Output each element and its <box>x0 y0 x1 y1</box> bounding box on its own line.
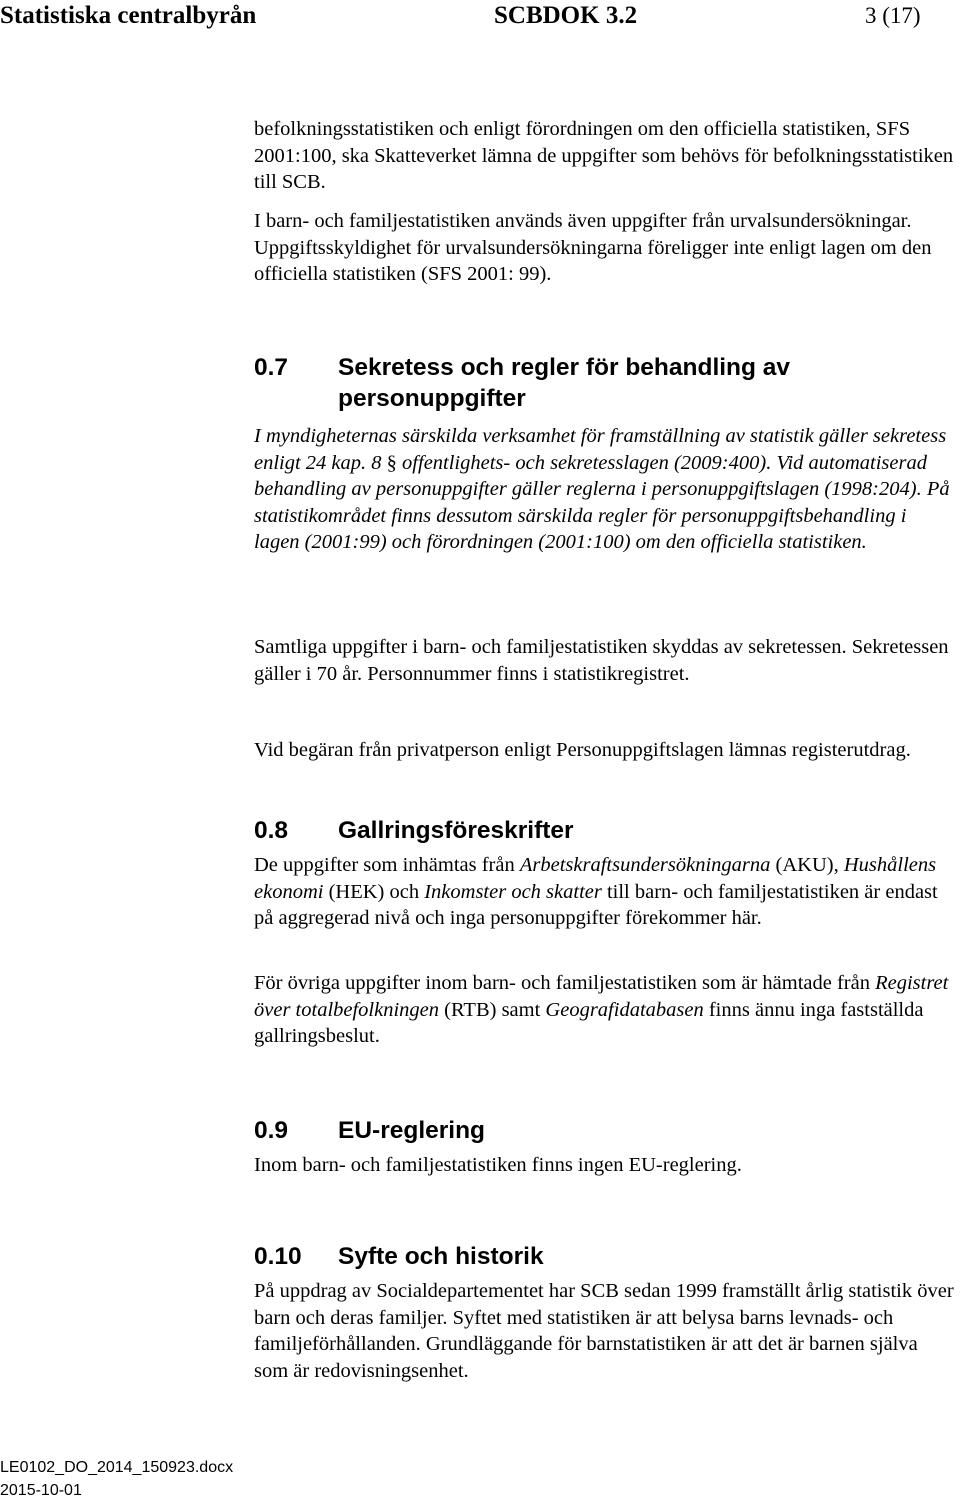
section-0-8-paragraph-2 <box>254 970 954 1050</box>
section-sign: § <box>386 451 397 474</box>
section-0-8-paragraph-1 <box>254 852 954 932</box>
survey-name: Arbetskraftsundersökningarna <box>519 854 771 876</box>
section-title: EU-reglering <box>338 1117 486 1144</box>
section-title: Syfte och historik <box>338 1243 544 1270</box>
footer-filename: LE0102_DO_2014_150923.docx <box>0 1459 234 1476</box>
paragraph-text: till barn- och familjestatistiken är endast på aggregerad nivå och inga personuppgifter förekommer här. <box>254 880 938 929</box>
intro-paragraph-2: I barn- och familjestatistiken används även uppgifter från urvalsundersökningar. Uppgiftsskyldighet för urvalsundersökningarna föreligger inte enligt lagen om den officiella statistiken (SFS 2001: 99). <box>254 210 932 285</box>
intro-paragraph-1: befolkningsstatistiken och enligt förordningen om den officiella statistiken, SFS 2001:100, ska Skatteverket lämna de uppgifter som behövs för befolkningsstatistiken till SCB. <box>254 118 954 193</box>
paragraph-text: De uppgifter som inhämtas från <box>254 854 520 876</box>
section-0-9-heading <box>254 1115 954 1146</box>
register-name: Registret över totalbefolkningen <box>254 972 949 1021</box>
section-number: 0.8 <box>254 817 289 844</box>
section-number: 0.9 <box>254 1117 289 1144</box>
paragraph-text: För övriga uppgifter inom barn- och familjestatistiken som är hämtade från <box>254 972 876 994</box>
section-0-7-heading <box>254 352 954 414</box>
section-title-continued: personuppgifter <box>338 385 526 412</box>
survey-name: Hushållens ekonomi <box>254 854 937 903</box>
section-0-10-heading <box>254 1241 954 1272</box>
section-title: Gallringsföreskrifter <box>338 817 574 844</box>
section-0-9-paragraph-1: Inom barn- och familjestatistiken finns ingen EU-reglering. <box>254 1154 742 1176</box>
section-number: 0.10 <box>254 1243 302 1270</box>
page-header <box>0 0 960 40</box>
agency-name: Statistiska centralbyrån <box>0 2 257 29</box>
paragraph-text: offentlighets- och sekretesslagen (2009:400). Vid automatiserad behandling av personuppgifter gäller reglerna i personuppgiftslagen (1998:204). På statistikområdet finns dessutom särskilda regler för personuppgiftsbehandling i lagen (2001:99) och förordningen (2001:100) om den officiella statistiken. <box>254 451 950 553</box>
section-0-7-paragraph-2: Samtliga uppgifter i barn- och familjestatistiken skyddas av sekretessen. Sekretessen gäller i 70 år. Personnummer finns i statistikregistret. <box>254 636 949 685</box>
register-name: Geografidatabasen <box>545 998 704 1021</box>
paragraph-text: I myndigheternas särskilda verksamhet för framställning av statistik gäller sekretess enligt 24 kap. 8 <box>254 425 947 474</box>
section-0-10-paragraph-1: På uppdrag av Socialdepartementet har SCB sedan 1999 framställt årlig statistik över barn och deras familjer. Syftet med statistiken är att belysa barns levnads- och familjeförhållanden. Grundläggande för barnstatistiken är att det är barnen själva som är redovisningsenhet. <box>254 1280 954 1382</box>
paragraph-text: (RTB) samt <box>439 998 546 1021</box>
paragraph-text: (HEK) och <box>323 880 425 903</box>
paragraph-text: finns ännu inga fastställda gallringsbeslut. <box>254 998 924 1047</box>
section-0-7-paragraph-3: Vid begäran från privatperson enligt Personuppgiftslagen lämnas registerutdrag. <box>254 739 911 761</box>
paragraph-text: (AKU), <box>770 854 844 876</box>
document-type: SCBDOK 3.2 <box>494 2 638 29</box>
survey-name: Inkomster och skatter <box>424 880 602 903</box>
section-0-8-heading <box>254 815 954 846</box>
section-0-7-paragraph-1 <box>254 423 954 556</box>
footer-date: 2015-10-01 <box>0 1482 82 1499</box>
section-title: Sekretess och regler för behandling av <box>338 354 791 381</box>
page-number: 3 (17) <box>865 3 921 28</box>
section-number: 0.7 <box>254 354 289 381</box>
